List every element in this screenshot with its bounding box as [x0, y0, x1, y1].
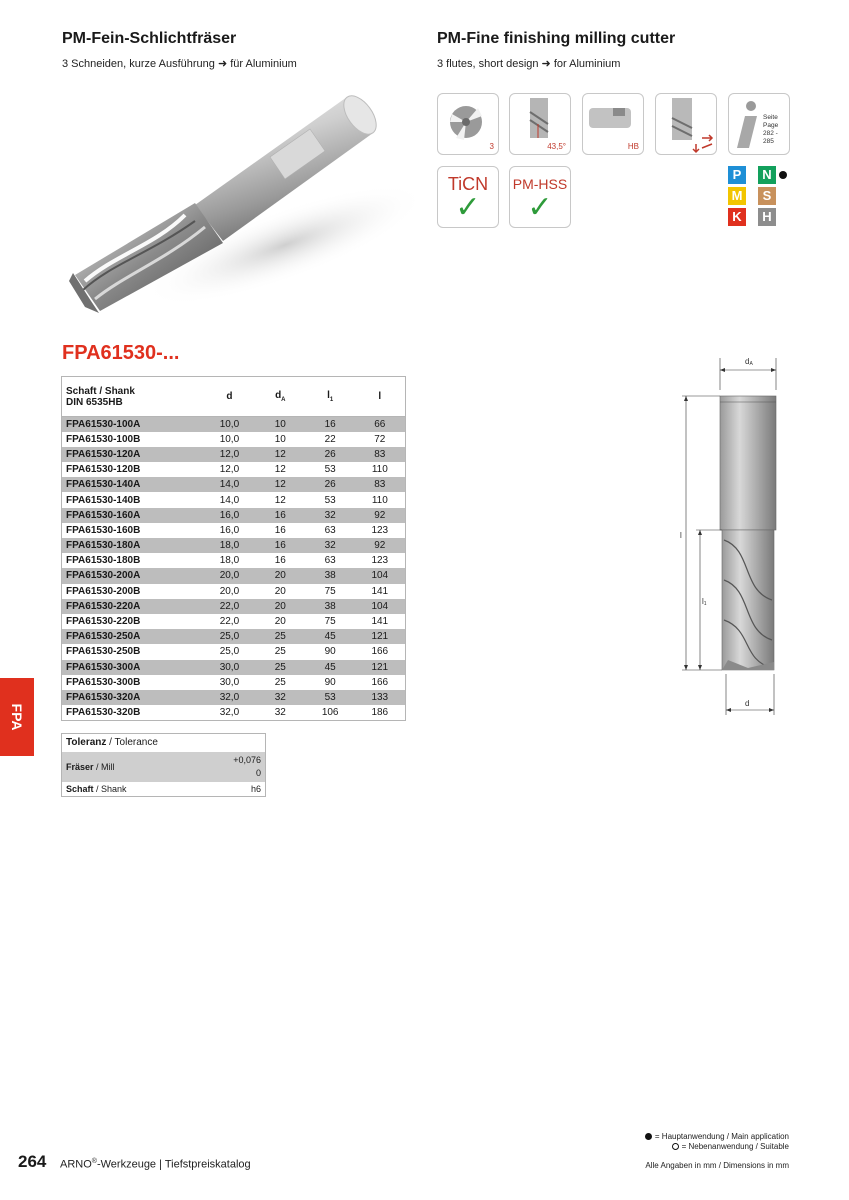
material-icon [509, 166, 571, 228]
cell-da: 20 [274, 616, 286, 628]
milling-cutter-photo [55, 85, 415, 325]
cell-da: 16 [255, 508, 306, 523]
material-k: K [728, 208, 746, 226]
cell-l: 110 [371, 494, 388, 506]
cell-code: FPA61530-250B [66, 646, 141, 658]
cell-d: 12,0 [219, 464, 240, 476]
cell-l: 141 [371, 616, 389, 628]
cell-da: 20 [255, 599, 306, 614]
table-row [62, 492, 406, 507]
cell-l: 110 [371, 464, 388, 476]
page-number: 264 [18, 1152, 47, 1171]
cell-da: 16 [274, 524, 286, 536]
cell-d: 10,0 [204, 417, 255, 432]
column-l1: $l_1$ [306, 377, 355, 417]
cell-da: 10 [255, 417, 306, 432]
cell-code: FPA61530-220B [66, 616, 141, 628]
product-code: FPA61530-... [62, 342, 180, 364]
cell-l1: 53 [324, 464, 336, 476]
subtitle-english: 3 flutes, short design ➜ for Aluminium [437, 58, 621, 70]
info-page-range: 282 - 285 [763, 130, 778, 145]
cell-d: 25,0 [219, 646, 240, 658]
cell-code: FPA61530-200A [62, 568, 204, 583]
cell-l: 92 [355, 538, 406, 553]
cell-da: 25 [274, 646, 286, 658]
table-row [62, 599, 406, 614]
table-row [62, 553, 406, 568]
cell-code: FPA61530-120A [62, 447, 204, 462]
material-p: P [728, 166, 746, 184]
cell-code: FPA61530-300B [66, 676, 141, 688]
cell-code: FPA61530-180A [62, 538, 204, 553]
cell-da: 32 [274, 706, 286, 718]
tolerance-shank-value: h6 [250, 783, 261, 794]
table-row [62, 584, 406, 599]
cell-l1: 22 [324, 433, 336, 445]
cell-l1: 45 [306, 629, 355, 644]
flutes-icon [437, 93, 499, 155]
tolerance-shank-label: Schaft / Shank [66, 783, 127, 794]
helix-angle-value: 43,5° [547, 142, 566, 151]
cell-d: 12,0 [204, 447, 255, 462]
cell-code: FPA61530-300A [62, 660, 204, 675]
cell-da: 10 [274, 433, 286, 445]
cell-da: 20 [255, 568, 306, 583]
tolerance-table [61, 733, 266, 797]
flutes-count: 3 [489, 142, 494, 151]
cell-da: 25 [255, 660, 306, 675]
checkmark-icon: ✓ [527, 191, 553, 224]
tolerance-title: Toleranz / Tolerance [66, 737, 158, 749]
cell-d: 16,0 [219, 524, 240, 536]
cell-l: 104 [355, 599, 406, 614]
table-row [62, 432, 406, 447]
cell-l1: 26 [306, 477, 355, 492]
info-icon [728, 93, 790, 155]
cutting-direction-icon [655, 93, 717, 155]
cell-l1: 75 [324, 616, 336, 628]
footer-brand: ARNO®-Werkzeuge | Tiefstpreiskatalog [60, 1158, 251, 1171]
table-row [62, 705, 406, 720]
table-row [62, 690, 406, 705]
cell-d: 16,0 [204, 508, 255, 523]
table-row [62, 614, 406, 629]
cell-d: 30,0 [219, 676, 240, 688]
cell-code: FPA61530-140B [66, 494, 141, 506]
cell-da: 16 [255, 538, 306, 553]
cell-d: 22,0 [204, 599, 255, 614]
cell-l1: 90 [324, 646, 336, 658]
cell-d: 14,0 [219, 494, 240, 506]
table-row [62, 447, 406, 462]
cell-d: 20,0 [219, 585, 240, 597]
cell-code: FPA61530-220A [62, 599, 204, 614]
table-row [62, 538, 406, 553]
svg-text:d: d [745, 699, 750, 708]
shank-icon [582, 93, 644, 155]
column-da: $d_A$ [255, 377, 306, 417]
cell-d: 14,0 [204, 477, 255, 492]
legend-main: = Hauptanwendung / Main application [654, 1132, 789, 1141]
cell-da: 16 [274, 555, 286, 567]
cell-da: 12 [274, 464, 286, 476]
coating-label: TiCN [447, 174, 489, 194]
cell-code: FPA61530-120B [66, 464, 141, 476]
cell-d: 32,0 [204, 690, 255, 705]
cell-da: 20 [274, 585, 286, 597]
cell-d: 22,0 [219, 616, 240, 628]
cell-d: 32,0 [219, 706, 240, 718]
cell-l: 83 [355, 447, 406, 462]
cell-code: FPA61530-100A [62, 417, 204, 432]
material-h: H [758, 208, 776, 226]
cell-l: 123 [371, 524, 389, 536]
cell-l1: 53 [306, 690, 355, 705]
cell-l: 121 [355, 629, 406, 644]
cell-code: FPA61530-200B [66, 585, 141, 597]
cell-l: 141 [371, 585, 389, 597]
material-group-grid [728, 166, 790, 226]
legend [645, 1132, 789, 1152]
table-row [62, 523, 406, 538]
cell-code: FPA61530-100B [66, 433, 141, 445]
table-row [62, 568, 406, 583]
cell-da: 25 [274, 676, 286, 688]
cell-l1: 26 [306, 447, 355, 462]
cell-l: 121 [355, 660, 406, 675]
cell-l: 123 [371, 555, 389, 567]
cell-l: 66 [355, 417, 406, 432]
svg-text:dA: dA [745, 357, 753, 367]
shank-type: HB [627, 142, 639, 151]
legend-secondary: = Nebenanwendung / Suitable [681, 1142, 789, 1151]
material-s: S [758, 187, 776, 205]
cell-l1: 16 [306, 417, 355, 432]
table-row [62, 629, 406, 644]
cell-da: 12 [274, 494, 286, 506]
table-row [62, 462, 406, 477]
cell-l1: 90 [324, 676, 336, 688]
cell-l: 166 [371, 646, 389, 658]
tolerance-mill-values: +0,076 0 [195, 752, 265, 782]
cell-d: 18,0 [204, 538, 255, 553]
cell-l1: 75 [324, 585, 336, 597]
material-m: M [728, 187, 746, 205]
section-tab [0, 678, 34, 756]
cell-l1: 45 [306, 660, 355, 675]
main-application-dot-icon [779, 171, 787, 179]
subtitle-german: 3 Schneiden, kurze Ausführung ➜ für Aluminium [62, 58, 297, 70]
cell-l: 104 [355, 568, 406, 583]
cell-d: 20,0 [204, 568, 255, 583]
cell-l1: 38 [306, 599, 355, 614]
cell-code: FPA61530-180B [66, 555, 141, 567]
cell-da: 25 [255, 629, 306, 644]
checkmark-icon: ✓ [455, 191, 481, 224]
cell-d: 30,0 [204, 660, 255, 675]
dimensions-table [61, 376, 406, 721]
table-row [62, 417, 406, 432]
table-row [62, 508, 406, 523]
svg-text:l1: l1 [702, 597, 707, 607]
cell-l1: 32 [306, 538, 355, 553]
info-page-label: Seite Page [763, 114, 779, 129]
cell-l1: 106 [321, 706, 339, 718]
cell-code: FPA61530-140A [62, 477, 204, 492]
cell-l1: 63 [324, 555, 336, 567]
shank-header: Schaft / Shank DIN 6535HB [62, 377, 204, 417]
cell-l: 133 [355, 690, 406, 705]
cell-l1: 63 [324, 524, 336, 536]
table-row [62, 660, 406, 675]
cell-l: 166 [371, 676, 389, 688]
cell-da: 12 [255, 477, 306, 492]
cell-d: 25,0 [204, 629, 255, 644]
cell-code: FPA61530-250A [62, 629, 204, 644]
cell-l1: 32 [306, 508, 355, 523]
cell-code: FPA61530-320B [66, 706, 141, 718]
cell-d: 10,0 [219, 433, 240, 445]
footer-dimensions-note: Alle Angaben in mm / Dimensions in mm [645, 1161, 789, 1170]
helix-angle-icon [509, 93, 571, 155]
cell-l: 186 [371, 706, 389, 718]
cell-l: 83 [355, 477, 406, 492]
coating-icon [437, 166, 499, 228]
cell-da: 32 [255, 690, 306, 705]
cell-d: 18,0 [219, 555, 240, 567]
material-label: PM-HSS [512, 176, 568, 192]
cell-l: 92 [355, 508, 406, 523]
cell-l1: 53 [324, 494, 336, 506]
table-row [62, 477, 406, 492]
material-n: N [758, 166, 776, 184]
title-german: PM-Fein-Schlichtfräser [62, 30, 237, 47]
open-dot-icon [672, 1143, 679, 1150]
cell-code: FPA61530-320A [62, 690, 204, 705]
cell-da: 12 [255, 447, 306, 462]
title-english: PM-Fine finishing milling cutter [437, 30, 676, 47]
technical-drawing [672, 350, 792, 725]
column-l: l [355, 377, 406, 417]
cell-code: FPA61530-160A [62, 508, 204, 523]
section-tab-label: FPA [9, 703, 25, 731]
table-row [62, 675, 406, 690]
column-d: d [204, 377, 255, 417]
cell-l1: 38 [306, 568, 355, 583]
table-row [62, 644, 406, 659]
cell-code: FPA61530-160B [66, 524, 141, 536]
cell-l: 72 [374, 433, 386, 445]
svg-text:l: l [680, 531, 682, 540]
tolerance-mill-label: Fräser / Mill [62, 752, 196, 782]
filled-dot-icon [645, 1133, 652, 1140]
